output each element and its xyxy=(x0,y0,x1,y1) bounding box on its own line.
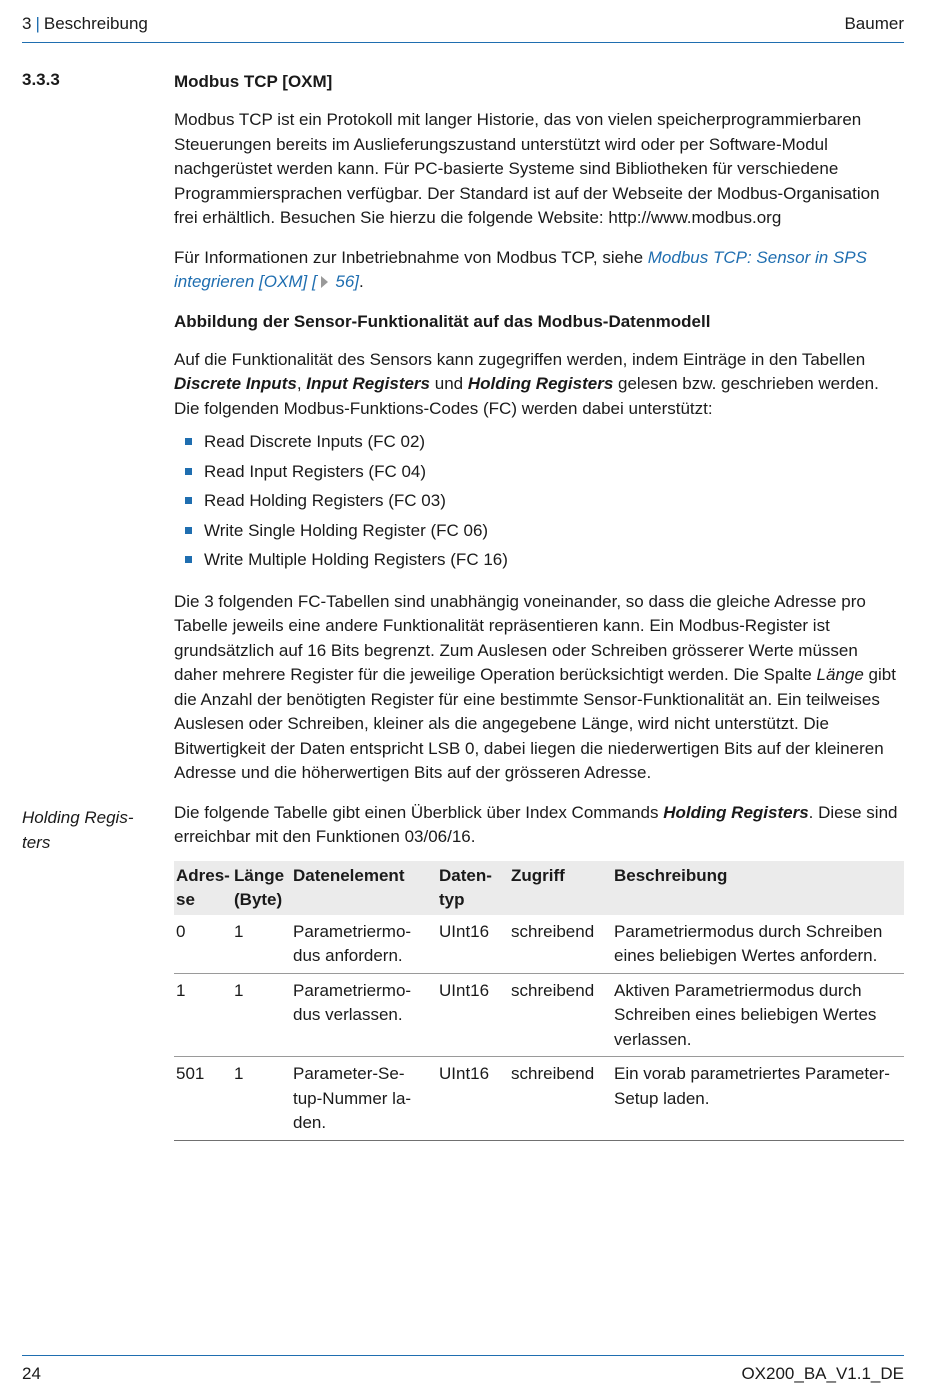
link-text: Modbus TCP: Sensor in SPS integrieren [OXM] [ xyxy=(174,247,867,291)
list-item xyxy=(174,545,904,575)
info-suffix: . xyxy=(359,272,364,291)
holding-paragraph xyxy=(174,801,904,850)
page-arrow-icon xyxy=(321,276,328,288)
table-row xyxy=(174,1057,904,1141)
function-code-list xyxy=(174,427,904,575)
info-paragraph xyxy=(174,246,904,295)
header-zugriff: Zugriff xyxy=(509,861,612,915)
tables-text-2: gibt die Anzahl der benötigten Register für eine bestimmte Sensor-Funktionalität an. Ein teilweises Auslesen oder Schreiben, kleiner als die angegebene Länge, wird nicht unterstützt. Die Bitwertigkeit der Daten entspricht LSB 0, dabei liegen die niederwertigen Bits auf der kleineren Adresse und die höherwertigen Bits auf der grösseren Adresse. xyxy=(174,665,896,782)
margin-label-holding-registers: Holding Regis- ters xyxy=(22,808,134,852)
cell-datenelement: Parameter-Se- tup-Nummer la- den. xyxy=(291,1057,437,1141)
cell-adresse: 501 xyxy=(174,1057,232,1141)
list-item xyxy=(174,457,904,487)
access-text-2: , xyxy=(296,374,307,393)
page-number: 24 xyxy=(22,1364,41,1383)
access-text-4: gelesen bzw. geschrieben werden. Die folgenden Modbus-Funktions-Codes (FC) werden dabei unterstützt: xyxy=(174,374,879,418)
cell-beschreibung: Aktiven Parametriermodus durch Schreiben eines beliebigen Wertes verlassen. xyxy=(612,973,904,1057)
cell-zugriff: schreibend xyxy=(509,973,612,1057)
list-item-text: Read Discrete Inputs (FC 02) xyxy=(204,432,426,451)
main-content xyxy=(174,70,904,1141)
table-row xyxy=(174,973,904,1057)
cell-datenelement: Parametriermo- dus verlassen. xyxy=(291,973,437,1057)
cell-adresse: 1 xyxy=(174,973,232,1057)
bullet-square-icon xyxy=(185,527,192,534)
term-input-registers: Input Registers xyxy=(306,374,431,393)
bullet-square-icon xyxy=(185,438,192,445)
holding-registers-table xyxy=(174,861,904,1141)
header-beschreibung: Beschreibung xyxy=(612,861,904,915)
chapter-title: Beschreibung xyxy=(43,14,148,33)
holding-text-1: Die folgende Tabelle gibt einen Überblick über Index Commands xyxy=(174,802,664,822)
list-item xyxy=(174,516,904,546)
table-header-row xyxy=(174,861,904,915)
table-row xyxy=(174,915,904,974)
section-number: 3.3.3 xyxy=(22,70,60,89)
access-text-3: und xyxy=(430,374,468,393)
term-holding-registers: Holding Registers xyxy=(467,374,614,393)
bullet-square-icon xyxy=(185,468,192,475)
term-laenge: Länge xyxy=(816,665,864,684)
cell-datentyp: UInt16 xyxy=(437,973,509,1057)
info-prefix: Für Informationen zur Inbetriebnahme von Modbus TCP, siehe xyxy=(174,247,648,267)
list-item xyxy=(174,427,904,457)
subheading: Abbildung der Sensor-Funktionalität auf das Modbus-Datenmodell xyxy=(174,311,711,331)
list-item xyxy=(174,486,904,516)
cell-beschreibung: Ein vorab parametriertes Parameter-Setup laden. xyxy=(612,1057,904,1141)
header-datentyp: Daten- typ xyxy=(437,861,509,915)
header-brand: Baumer xyxy=(844,14,904,33)
cell-zugriff: schreibend xyxy=(509,1057,612,1141)
document-id: OX200_BA_V1.1_DE xyxy=(741,1364,904,1383)
tables-paragraph xyxy=(174,590,904,786)
cell-laenge: 1 xyxy=(232,973,291,1057)
cell-laenge: 1 xyxy=(232,915,291,974)
header-adresse: Adres- se xyxy=(174,861,232,915)
header-chapter xyxy=(22,14,148,34)
cell-datentyp: UInt16 xyxy=(437,915,509,974)
list-item-text: Read Holding Registers (FC 03) xyxy=(204,491,446,510)
link-page: 56] xyxy=(330,272,360,291)
section-title: Modbus TCP [OXM] xyxy=(174,72,333,91)
list-item-text: Read Input Registers (FC 04) xyxy=(204,461,427,481)
page-header xyxy=(22,14,904,43)
cell-beschreibung: Parametriermodus durch Schreiben eines beliebigen Wertes anfordern. xyxy=(612,915,904,974)
cell-adresse: 0 xyxy=(174,915,232,974)
header-datenelement: Datenelement xyxy=(291,861,437,915)
header-laenge: Länge (Byte) xyxy=(232,861,291,915)
list-item-text: Write Single Holding Register (FC 06) xyxy=(204,520,489,540)
holding-text-2: . Diese sind erreichbar mit den Funktionen 03/06/16. xyxy=(174,802,898,846)
cell-datenelement: Parametriermo- dus anfordern. xyxy=(291,915,437,974)
access-text-1: Auf die Funktionalität des Sensors kann zugegriffen werden, indem Einträge in den Tabellen xyxy=(174,349,866,369)
term-discrete-inputs: Discrete Inputs xyxy=(174,374,297,393)
bullet-square-icon xyxy=(185,556,192,563)
page-footer xyxy=(22,1355,904,1383)
chapter-number: 3 xyxy=(22,14,32,33)
cell-laenge: 1 xyxy=(232,1057,291,1141)
header-separator: | xyxy=(35,14,40,33)
cell-datentyp: UInt16 xyxy=(437,1057,509,1141)
bullet-square-icon xyxy=(185,497,192,504)
access-paragraph xyxy=(174,348,904,422)
intro-paragraph: Modbus TCP ist ein Protokoll mit langer Historie, das von vielen speicherprogrammierbaren Steuerungen bereits im Auslieferungszustand unterstützt wird oder per Software-Modul nachgerüstet werden kann. Für PC-basierte Systeme sind Bibliotheken für verschiedene Programmiersprachen verfügbar. Der Standard ist auf der Webseite der Modbus-Organisation frei erhältlich. Besuchen Sie hierzu die folgende Website: http://www.modbus.org xyxy=(174,110,880,227)
list-item-text: Write Multiple Holding Registers (FC 16) xyxy=(204,550,508,569)
term-holding-registers-2: Holding Registers xyxy=(663,802,809,822)
tables-text-1: Die 3 folgenden FC-Tabellen sind unabhängig voneinander, so dass die gleiche Adresse pro Tabelle jeweils eine andere Funktionalität repräsentieren kann. Ein Modbus-Register ist grundsätzlich auf 16 Bits begrenzt. Zum Auslesen oder Schreiben grösserer Werte müssen daher mehrere Register für die jeweilige Operation berücksichtigt werden. Die Spalte xyxy=(174,591,866,684)
cell-zugriff: schreibend xyxy=(509,915,612,974)
